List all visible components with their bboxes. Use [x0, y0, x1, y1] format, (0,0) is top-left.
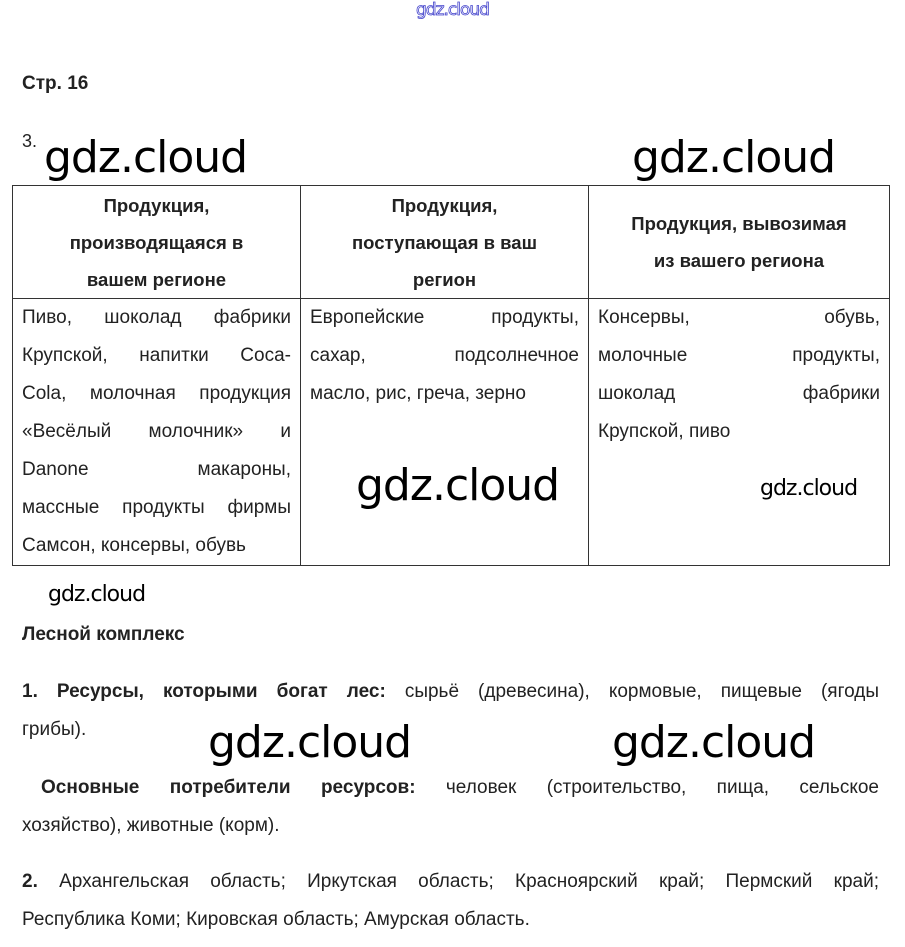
item-text: хозяйство), животные (корм). [22, 815, 280, 836]
header-line: поступающая в ваш [352, 231, 537, 253]
header-line: Продукция, [103, 194, 210, 216]
watermark: gdz.cloud [612, 717, 816, 768]
section-title: Лесной комплекс [22, 624, 185, 645]
item-text: сырьё (древесина), кормовые, пищевые (ягоды [385, 681, 879, 702]
header-line: производящаяся в [69, 231, 244, 253]
table-header-row [13, 186, 890, 299]
watermark: gdz.cloud [356, 460, 560, 511]
header-line: Продукция, вывозимая [631, 213, 847, 234]
item-consumers [22, 769, 879, 845]
item-text: грибы). [22, 719, 87, 740]
cell-exported [589, 299, 890, 566]
page-label: Стр. 16 [22, 73, 89, 94]
item-text: человек (строительство, пища, сельское [415, 777, 879, 798]
cell-produced [13, 299, 301, 566]
watermark-top: gdz.cloud [416, 0, 489, 20]
watermark: gdz.cloud [208, 717, 412, 768]
cell-imported [301, 299, 589, 566]
watermark: gdz.cloud [632, 132, 836, 183]
table-row [13, 299, 890, 566]
cell-line: массные продукты фирмы [22, 497, 291, 518]
header-line: из вашего региона [653, 250, 825, 271]
header-exported [589, 186, 890, 299]
cell-line: Европейские продукты, [310, 307, 579, 328]
item-label: 2. [22, 871, 38, 892]
header-line: вашем регионе [86, 268, 227, 290]
item-label: Основные потребители ресурсов: [41, 777, 416, 798]
cell-line: шоколад фабрики [598, 383, 880, 404]
cell-line: Danone макароны, [22, 459, 291, 480]
task-number: 3. [22, 131, 38, 151]
watermark: gdz.cloud [48, 582, 146, 607]
header-line: Продукция, [391, 194, 498, 216]
header-line: регион [412, 268, 477, 290]
watermark: gdz.cloud [760, 476, 858, 501]
item-text: Архангельская область; Иркутская область; Красноярский край; Пермский край; [37, 871, 879, 892]
cell-line: масло, рис, греча, зерно [310, 383, 526, 404]
item-label: 1. Ресурсы, которыми богат лес: [22, 681, 386, 702]
cell-line: Крупской, напитки Coca- [22, 345, 291, 366]
cell-line: Пиво, шоколад фабрики [22, 307, 291, 328]
item-text: Республика Коми; Кировская область; Амурская область. [22, 909, 530, 930]
header-produced [13, 186, 301, 299]
header-imported [301, 186, 589, 299]
watermark: gdz.cloud [44, 132, 248, 183]
cell-line: Консервы, обувь, [598, 307, 880, 328]
cell-line: сахар, подсолнечное [310, 345, 579, 366]
cell-line: Самсон, консервы, обувь [22, 535, 246, 556]
cell-line: молочные продукты, [598, 345, 880, 366]
cell-line: Cola, молочная продукция [22, 383, 291, 404]
item-regions [22, 863, 879, 939]
cell-line: Крупской, пиво [598, 421, 731, 442]
cell-line: «Весёлый молочник» и [22, 421, 291, 442]
